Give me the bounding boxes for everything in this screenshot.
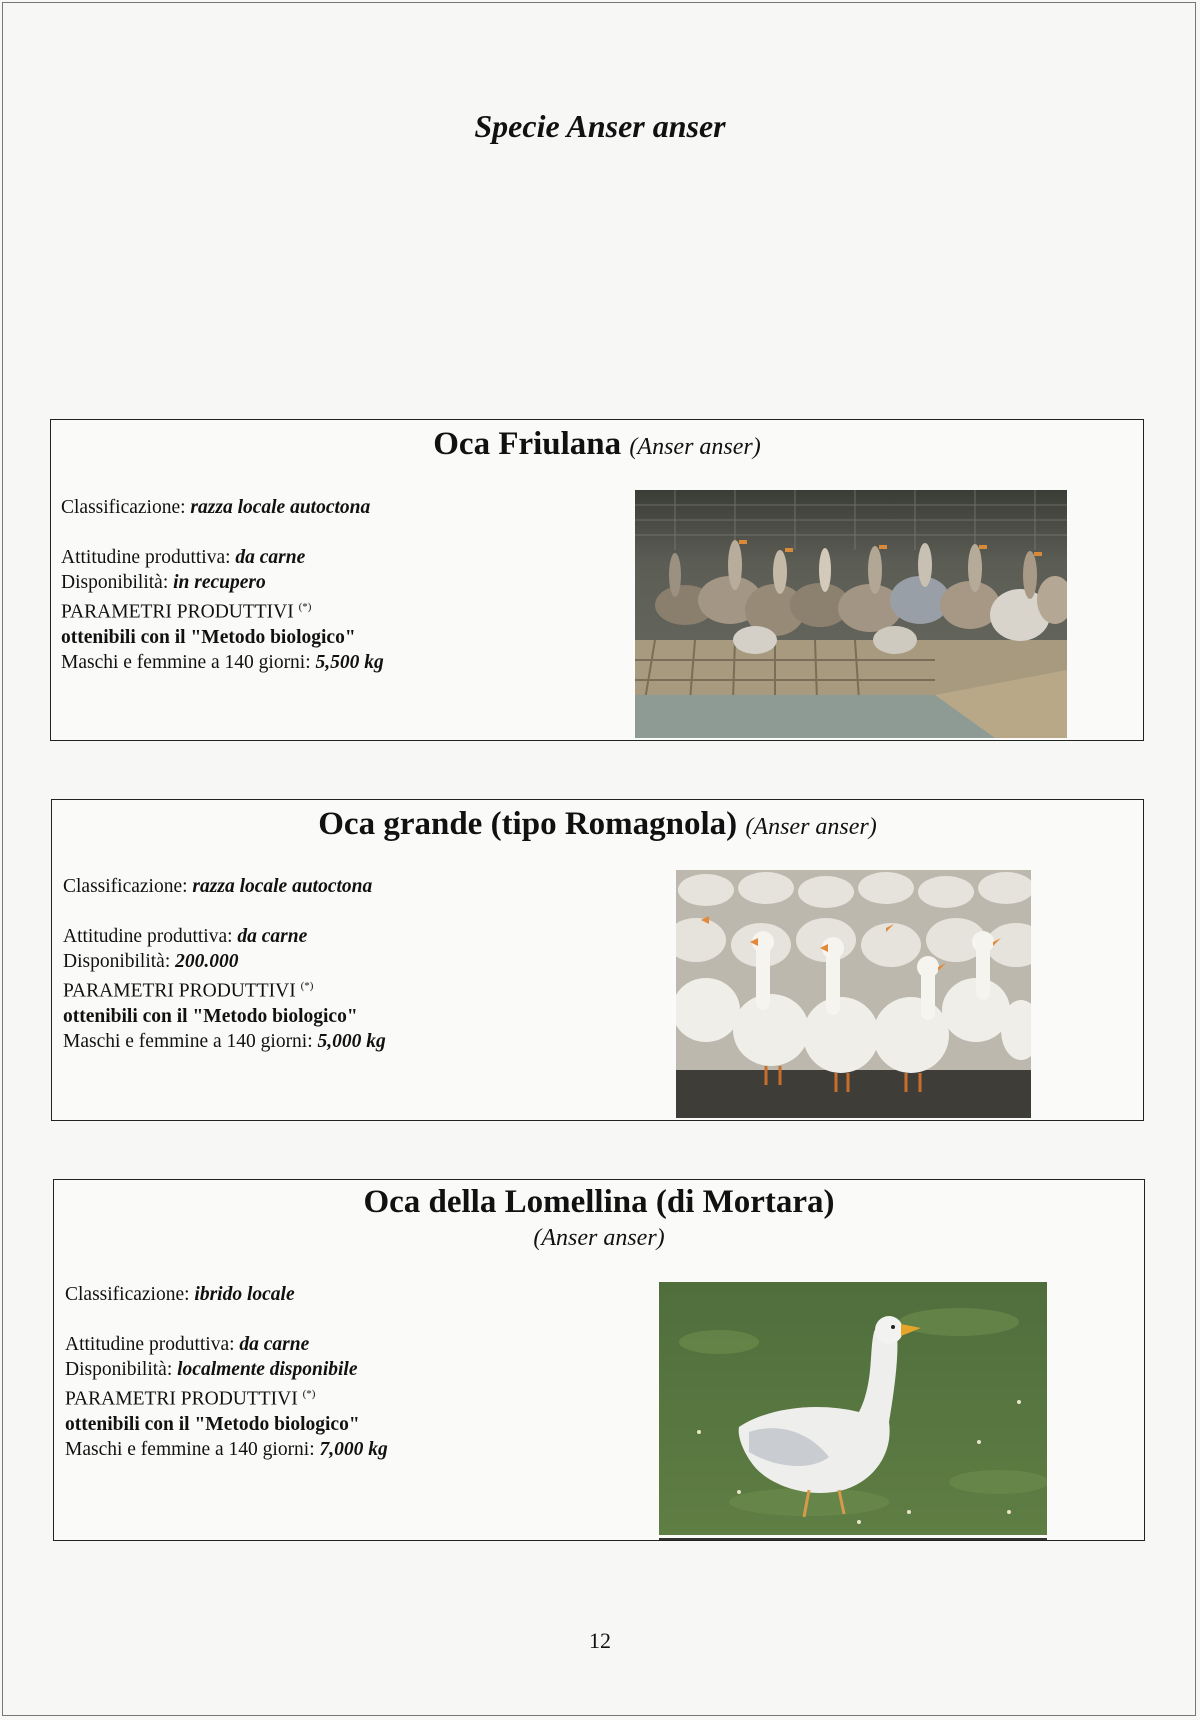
classification-value: razza locale autoctona — [190, 497, 371, 518]
white-geese-flock-photo — [676, 870, 1031, 1118]
classification-value: razza locale autoctona — [192, 876, 373, 897]
weight-value: 7,000 kg — [319, 1438, 388, 1460]
breed-title — [54, 1184, 1144, 1221]
breed-card-romagnola — [51, 799, 1144, 1121]
breed-title — [51, 426, 1143, 463]
breed-info — [63, 874, 386, 1054]
classification-value: ibrido locale — [194, 1284, 295, 1305]
parameters-note: (*) — [298, 601, 312, 613]
parameters-label: PARAMETRI PRODUTTIVI — [63, 980, 296, 1002]
availability-label: Disponibilità: — [63, 951, 171, 972]
availability-value: localmente disponibile — [177, 1359, 358, 1380]
single-goose-photo — [659, 1282, 1047, 1535]
attitude-value: da carne — [239, 1334, 310, 1355]
classification-label: Classificazione: — [65, 1284, 190, 1305]
attitude-value: da carne — [235, 547, 306, 568]
page-number: 12 — [589, 1628, 611, 1653]
weight-label: Maschi e femmine a 140 giorni: — [63, 1030, 313, 1052]
parameters-note: (*) — [300, 980, 314, 992]
method-label: ottenibili con il "Metodo biologico" — [63, 1005, 358, 1027]
attitude-label: Attitudine produttiva: — [65, 1334, 235, 1355]
availability-value: in recupero — [173, 572, 266, 593]
breed-name: Oca della Lomellina (di Mortara) — [363, 1184, 835, 1220]
breed-scientific-name: (Anser anser) — [745, 814, 877, 840]
attitude-value: da carne — [237, 926, 308, 947]
classification-label: Classificazione: — [61, 497, 186, 518]
weight-label: Maschi e femmine a 140 giorni: — [61, 651, 311, 673]
weight-value: 5,500 kg — [315, 651, 384, 673]
breed-scientific-name: (Anser anser) — [533, 1225, 665, 1251]
parameters-note: (*) — [302, 1388, 316, 1400]
breed-card-friulana — [50, 419, 1144, 741]
photo-underline — [659, 1538, 1047, 1540]
breed-info — [61, 495, 384, 675]
method-label: ottenibili con il "Metodo biologico" — [61, 626, 356, 648]
breed-name: Oca grande (tipo Romagnola) — [318, 806, 738, 842]
breed-name: Oca Friulana — [433, 426, 622, 462]
attitude-label: Attitudine produttiva: — [63, 926, 233, 947]
page-title: Specie Anser anser — [474, 108, 726, 144]
attitude-label: Attitudine produttiva: — [61, 547, 231, 568]
breed-title — [52, 806, 1143, 843]
availability-label: Disponibilità: — [61, 572, 169, 593]
availability-value: 200.000 — [175, 951, 239, 972]
method-label: ottenibili con il "Metodo biologico" — [65, 1413, 360, 1435]
breed-card-lomellina — [53, 1179, 1145, 1541]
availability-label: Disponibilità: — [65, 1359, 173, 1380]
weight-label: Maschi e femmine a 140 giorni: — [65, 1438, 315, 1460]
breed-scientific-name: (Anser anser) — [629, 434, 761, 460]
geese-flock-photo — [635, 490, 1067, 738]
parameters-label: PARAMETRI PRODUTTIVI — [61, 601, 294, 623]
breed-info — [65, 1282, 388, 1462]
classification-label: Classificazione: — [63, 876, 188, 897]
weight-value: 5,000 kg — [317, 1030, 386, 1052]
parameters-label: PARAMETRI PRODUTTIVI — [65, 1388, 298, 1410]
